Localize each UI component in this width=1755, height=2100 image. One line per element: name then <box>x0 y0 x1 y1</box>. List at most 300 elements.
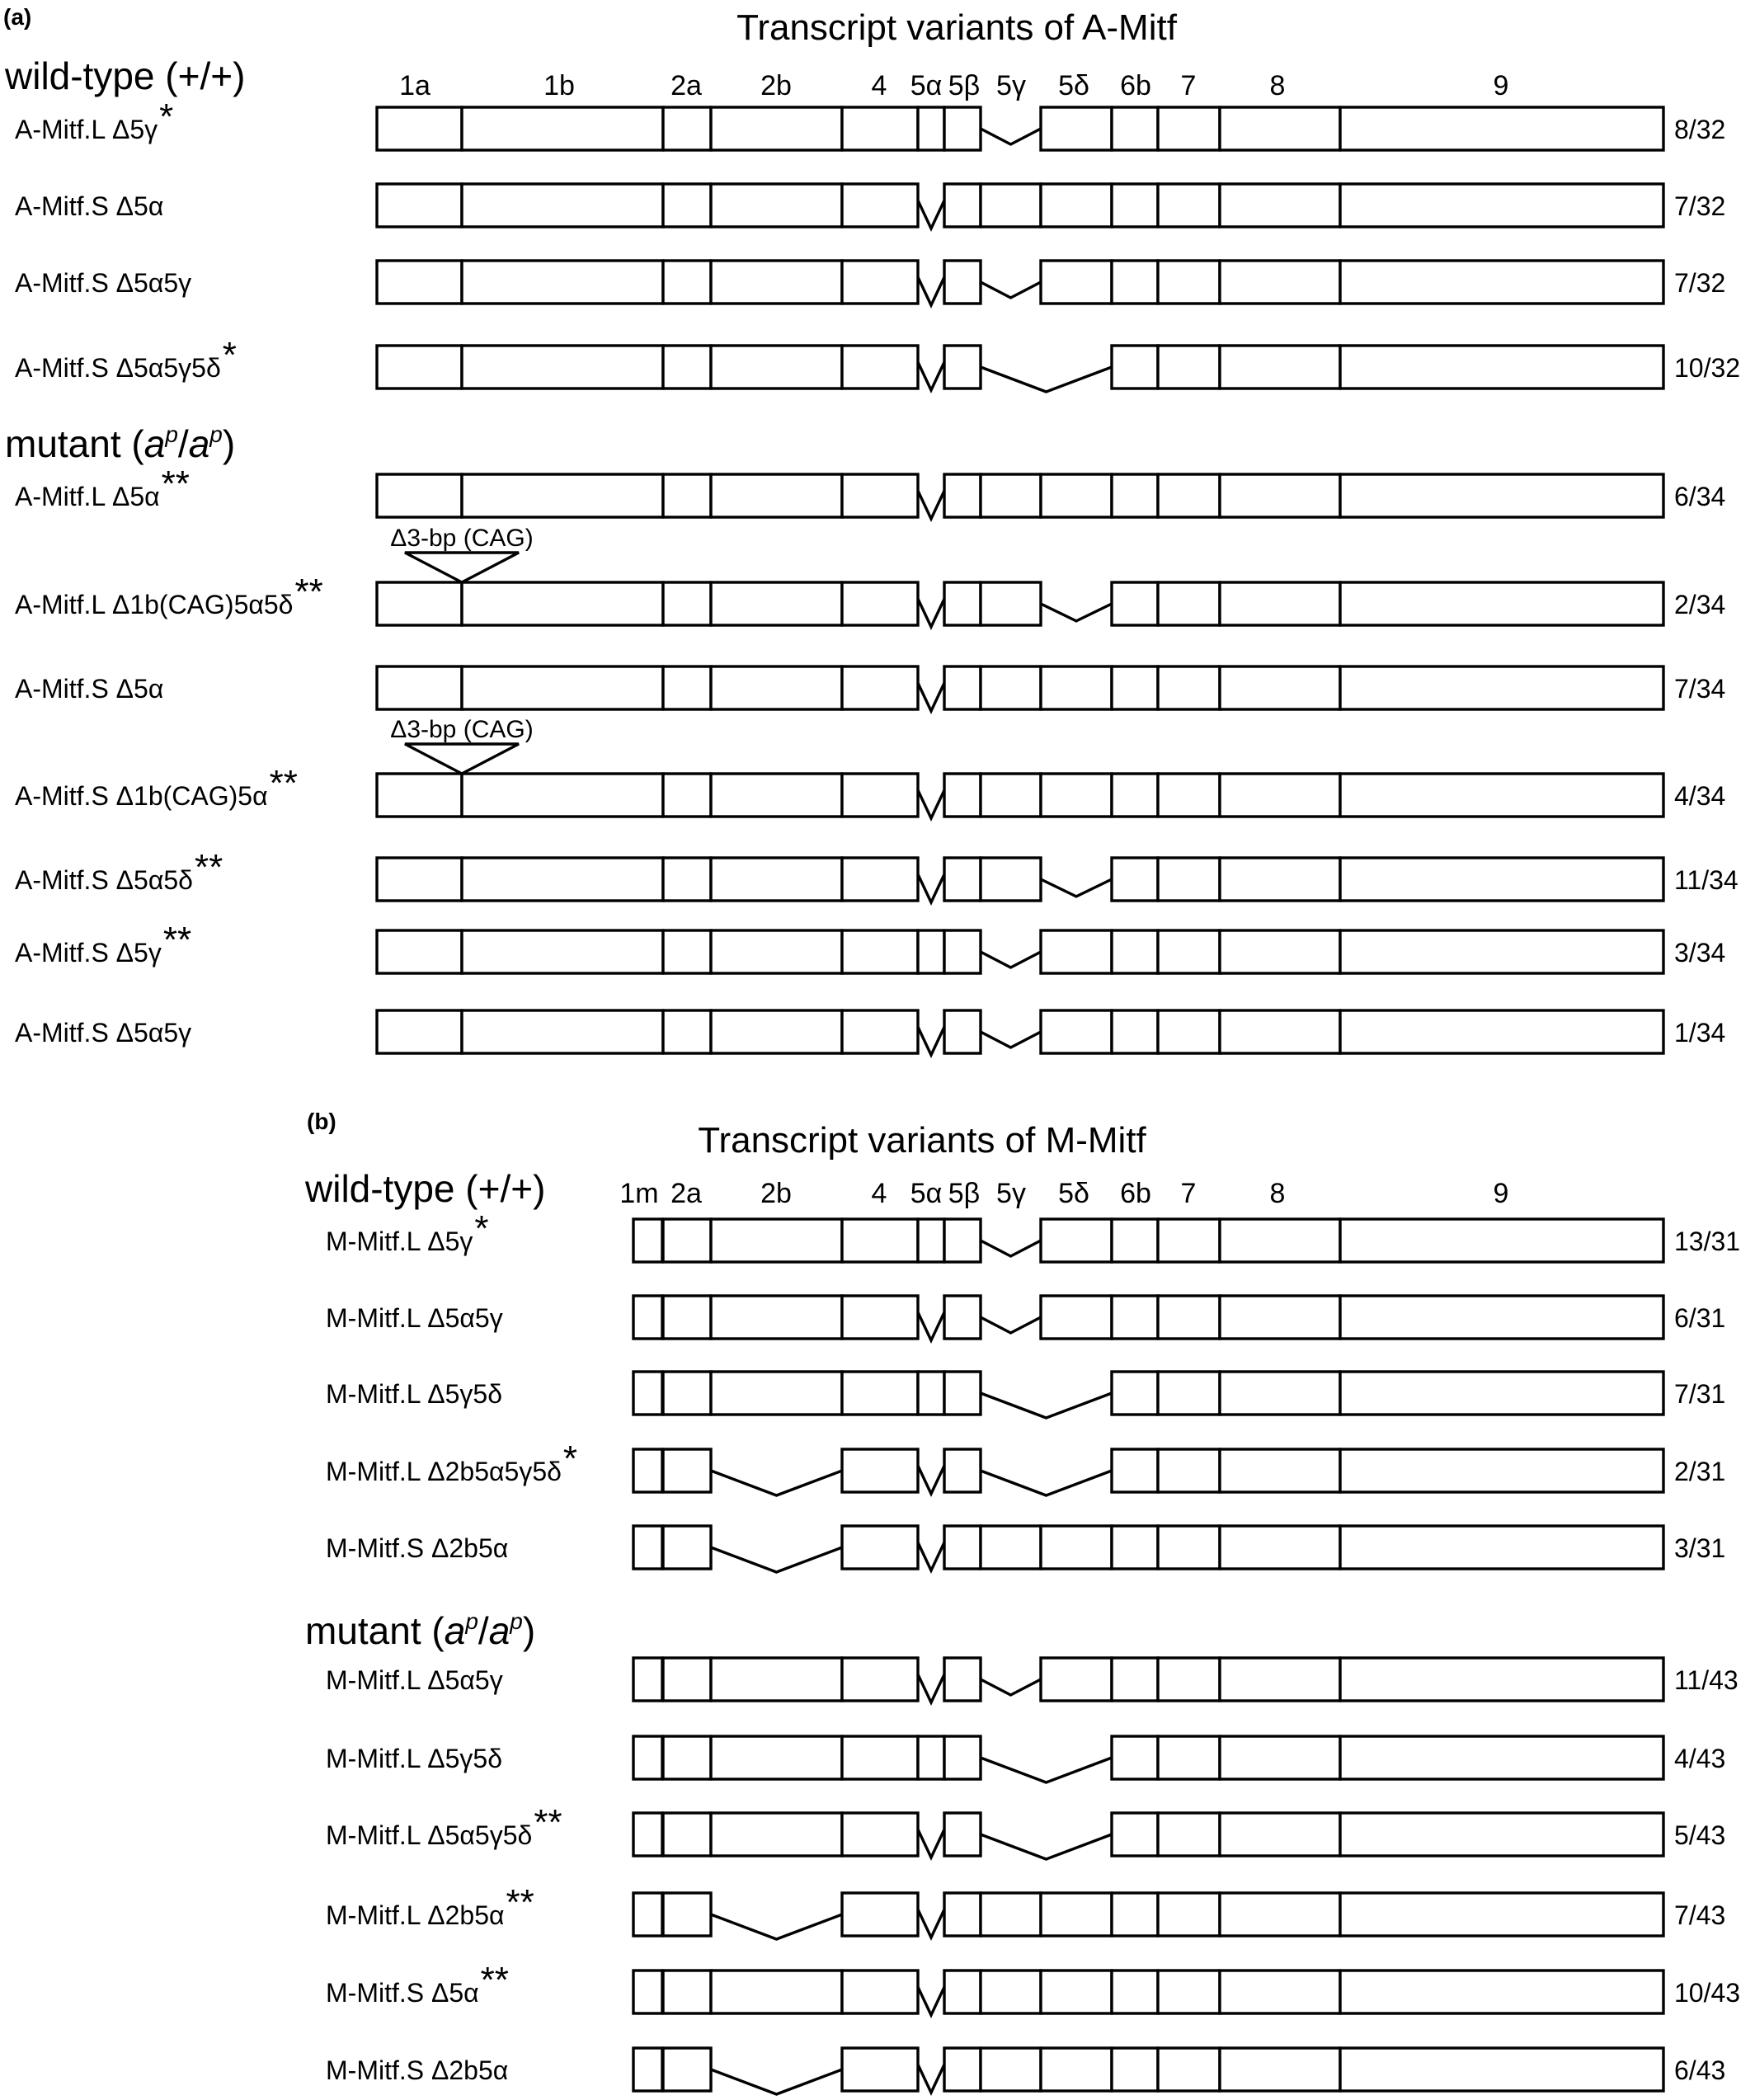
exon-2b <box>711 107 842 150</box>
exon-2a <box>663 666 711 709</box>
transcript-name: A-Mitf.S Δ5α <box>15 674 164 704</box>
exon-1a <box>377 184 462 227</box>
skipped-exon-junction <box>981 1241 1041 1256</box>
exon-8 <box>1220 582 1340 625</box>
skipped-exon-junction <box>918 1542 944 1570</box>
exon-2a <box>663 930 711 973</box>
panel-b <box>304 1109 1740 2094</box>
exon-5δ <box>1041 1971 1112 2013</box>
transcript-name: M-Mitf.L Δ5γ* <box>326 1208 489 1256</box>
exon-1a <box>377 107 462 150</box>
exon-label-2b: 2b <box>760 1178 792 1209</box>
exon-7 <box>1158 346 1220 388</box>
exon-2a <box>663 107 711 150</box>
exon-7 <box>1158 1658 1220 1701</box>
exon-2b <box>711 1736 842 1779</box>
transcript-ratio: 11/34 <box>1674 865 1739 895</box>
exon-1a <box>377 666 462 709</box>
exon-9 <box>1340 1449 1663 1492</box>
group-header: wild-type (+/+) <box>305 1167 546 1210</box>
exon-7 <box>1158 1526 1220 1569</box>
exon-4 <box>842 261 918 304</box>
exon-2a <box>663 858 711 901</box>
exon-4 <box>842 1813 918 1856</box>
exon-8 <box>1220 930 1340 973</box>
exon-5β <box>944 1813 981 1856</box>
exon-8 <box>1220 1526 1340 1569</box>
exon-label-4: 4 <box>871 70 887 101</box>
transcript-ratio: 5/43 <box>1674 1820 1726 1850</box>
exon-9 <box>1340 666 1663 709</box>
exon-label-2b: 2b <box>760 70 792 101</box>
exon-9 <box>1340 1893 1663 1936</box>
exon-7 <box>1158 1813 1220 1856</box>
transcript-row <box>15 920 1725 973</box>
exon-5β <box>944 774 981 817</box>
transcript-ratio: 7/32 <box>1674 191 1726 221</box>
exon-5β <box>944 1219 981 1262</box>
skipped-exon-junction <box>981 367 1112 392</box>
skipped-exon-junction <box>918 2065 944 2093</box>
exon-1m <box>633 1372 662 1415</box>
exon-8 <box>1220 474 1340 517</box>
exon-6b <box>1112 474 1158 517</box>
exon-5δ <box>1041 107 1112 150</box>
transcript-row <box>326 1736 1725 1782</box>
exon-5β <box>944 1658 981 1701</box>
transcript-name: M-Mitf.S Δ5α** <box>326 1960 509 2008</box>
exon-2b <box>711 261 842 304</box>
exon-6b <box>1112 2048 1158 2091</box>
transcript-ratio: 4/43 <box>1674 1744 1726 1773</box>
exon-4 <box>842 930 918 973</box>
group-header: mutant $(a^p/a^p)$ <box>5 421 236 465</box>
skipped-exon-junction <box>981 1758 1112 1782</box>
transcript-ratio: 8/32 <box>1674 115 1726 144</box>
skipped-exon-junction <box>918 277 944 305</box>
exon-1b <box>462 858 663 901</box>
exon-8 <box>1220 1893 1340 1936</box>
exon-2b <box>711 1372 842 1415</box>
exon-5β <box>944 1010 981 1053</box>
exon-label-5β: 5β <box>948 70 981 101</box>
exon-1a <box>377 858 462 901</box>
exon-6b <box>1112 261 1158 304</box>
exon-1a <box>377 474 462 517</box>
exon-1b <box>462 774 663 817</box>
skipped-exon-junction <box>981 1393 1112 1418</box>
exon-1m <box>633 1526 662 1569</box>
transcript-row <box>15 97 1725 150</box>
exon-5γ <box>981 774 1041 817</box>
exon-5β <box>944 1971 981 2013</box>
exon-2a <box>663 1971 711 2013</box>
transcript-row <box>15 335 1740 392</box>
exon-2b <box>711 1296 842 1339</box>
exon-2a <box>663 184 711 227</box>
transcript-name: M-Mitf.L Δ5γ5δ <box>326 1379 503 1409</box>
exon-6b <box>1112 1736 1158 1779</box>
skipped-exon-junction <box>711 1471 842 1495</box>
transcript-ratio: 6/43 <box>1674 2055 1726 2085</box>
transcript-row <box>326 1372 1725 1418</box>
exon-2b <box>711 774 842 817</box>
deletion-marker <box>405 744 519 774</box>
transcript-row <box>326 1296 1725 1340</box>
exon-7 <box>1158 1372 1220 1415</box>
exon-4 <box>842 184 918 227</box>
exon-9 <box>1340 474 1663 517</box>
exon-2b <box>711 666 842 709</box>
exon-5β <box>944 2048 981 2091</box>
exon-1b <box>462 107 663 150</box>
exon-label-1b: 1b <box>543 70 575 101</box>
exon-5β <box>944 582 981 625</box>
transcript-ratio: 7/43 <box>1674 1900 1726 1930</box>
exon-5β <box>944 346 981 388</box>
skipped-exon-junction <box>711 1547 842 1572</box>
skipped-exon-junction <box>918 1829 944 1858</box>
exon-5β <box>944 1893 981 1936</box>
exon-9 <box>1340 582 1663 625</box>
exon-5β <box>944 1736 981 1779</box>
exon-5γ <box>981 858 1041 901</box>
transcript-name: M-Mitf.L Δ5γ5δ <box>326 1744 503 1773</box>
exon-9 <box>1340 107 1663 150</box>
exon-9 <box>1340 1219 1663 1262</box>
skipped-exon-junction <box>981 1471 1112 1495</box>
exon-8 <box>1220 2048 1340 2091</box>
skipped-exon-junction <box>711 2069 842 2094</box>
exon-6b <box>1112 1372 1158 1415</box>
exon-5γ <box>981 474 1041 517</box>
exon-2a <box>663 1893 711 1936</box>
exon-1a <box>377 930 462 973</box>
exon-2a <box>663 1736 711 1779</box>
exon-7 <box>1158 1449 1220 1492</box>
exon-2b <box>711 346 842 388</box>
exon-9 <box>1340 1971 1663 2013</box>
exon-1m <box>633 1449 662 1492</box>
skipped-exon-junction <box>981 129 1041 144</box>
transcript-row <box>326 1438 1725 1495</box>
exon-1m <box>633 1296 662 1339</box>
exon-1a <box>377 774 462 817</box>
transcript-name: A-Mitf.S Δ5α5γ5δ* <box>15 335 237 383</box>
exon-5β <box>944 107 981 150</box>
transcript-row <box>15 716 1725 818</box>
exon-4 <box>842 666 918 709</box>
exon-2b <box>711 930 842 973</box>
exon-5α <box>918 1372 944 1415</box>
exon-8 <box>1220 1296 1340 1339</box>
exon-5γ <box>981 1526 1041 1569</box>
exon-label-5δ: 5δ <box>1058 1178 1089 1209</box>
exon-6b <box>1112 774 1158 817</box>
skipped-exon-junction <box>918 683 944 711</box>
exon-8 <box>1220 1219 1340 1262</box>
exon-1b <box>462 930 663 973</box>
exon-6b <box>1112 1219 1158 1262</box>
exon-7 <box>1158 1893 1220 1936</box>
exon-label-2a: 2a <box>670 70 702 101</box>
exon-6b <box>1112 1893 1158 1936</box>
deletion-marker <box>405 553 519 582</box>
exon-2a <box>663 1296 711 1339</box>
exon-5δ <box>1041 930 1112 973</box>
exon-1b <box>462 474 663 517</box>
exon-1m <box>633 1658 662 1701</box>
exon-2a <box>663 474 711 517</box>
exon-5δ <box>1041 474 1112 517</box>
transcript-row <box>326 1882 1725 1939</box>
exon-1m <box>633 1971 662 2013</box>
exon-label-4: 4 <box>871 1178 887 1209</box>
exon-5δ <box>1041 1219 1112 1262</box>
exon-5β <box>944 474 981 517</box>
exon-5δ <box>1041 1658 1112 1701</box>
skipped-exon-junction <box>711 1914 842 1939</box>
exon-6b <box>1112 1658 1158 1701</box>
exon-9 <box>1340 930 1663 973</box>
transcript-row <box>15 1010 1725 1055</box>
exon-label-7: 7 <box>1180 70 1197 101</box>
exon-2b <box>711 1813 842 1856</box>
transcript-ratio: 6/31 <box>1674 1303 1726 1333</box>
transcript-ratio: 7/34 <box>1674 674 1726 704</box>
exon-label-5γ: 5γ <box>996 1178 1026 1209</box>
skipped-exon-junction <box>918 1674 944 1702</box>
transcript-name: M-Mitf.L Δ2b5α5γ5δ* <box>326 1438 578 1486</box>
exon-7 <box>1158 261 1220 304</box>
exon-6b <box>1112 1449 1158 1492</box>
exon-7 <box>1158 774 1220 817</box>
exon-9 <box>1340 1372 1663 1415</box>
exon-2a <box>663 2048 711 2091</box>
transcript-row <box>15 464 1725 519</box>
exon-5β <box>944 1296 981 1339</box>
exon-2a <box>663 1813 711 1856</box>
exon-2a <box>663 1372 711 1415</box>
exon-2a <box>663 261 711 304</box>
transcript-ratio: 11/43 <box>1674 1665 1739 1695</box>
exon-label-5δ: 5δ <box>1058 70 1089 101</box>
exon-1m <box>633 2048 662 2091</box>
exon-2a <box>663 346 711 388</box>
exon-8 <box>1220 858 1340 901</box>
skipped-exon-junction <box>918 599 944 627</box>
skipped-exon-junction <box>918 1312 944 1340</box>
exon-2a <box>663 1219 711 1262</box>
exon-7 <box>1158 107 1220 150</box>
skipped-exon-junction <box>981 1317 1041 1333</box>
transcript-ratio: 6/34 <box>1674 482 1726 511</box>
transcript-ratio: 3/31 <box>1674 1533 1726 1563</box>
exon-9 <box>1340 2048 1663 2091</box>
exon-5β <box>944 1372 981 1415</box>
exon-5δ <box>1041 1526 1112 1569</box>
skipped-exon-junction <box>981 952 1041 968</box>
exon-8 <box>1220 1449 1340 1492</box>
exon-5β <box>944 666 981 709</box>
exon-2a <box>663 774 711 817</box>
group-header: mutant $(a^p/a^p)$ <box>305 1608 536 1652</box>
transcript-row <box>326 1208 1740 1262</box>
exon-6b <box>1112 930 1158 973</box>
exon-4 <box>842 2048 918 2091</box>
panel-title: Transcript variants of M-Mitf <box>698 1120 1146 1161</box>
exon-9 <box>1340 346 1663 388</box>
exon-2b <box>711 184 842 227</box>
transcript-name: A-Mitf.S Δ5α5δ** <box>15 847 223 895</box>
exon-7 <box>1158 2048 1220 2091</box>
exon-2a <box>663 582 711 625</box>
transcript-row <box>326 1960 1740 2015</box>
exon-5β <box>944 1449 981 1492</box>
exon-5γ <box>981 1893 1041 1936</box>
exon-4 <box>842 858 918 901</box>
exon-5γ <box>981 582 1041 625</box>
transcript-ratio: 2/31 <box>1674 1457 1726 1486</box>
transcript-name: M-Mitf.S Δ2b5α <box>326 1533 509 1563</box>
exon-label-9: 9 <box>1493 1178 1509 1209</box>
exon-9 <box>1340 1526 1663 1569</box>
exon-9 <box>1340 1813 1663 1856</box>
exon-2b <box>711 582 842 625</box>
exon-5β <box>944 261 981 304</box>
exon-4 <box>842 1296 918 1339</box>
exon-1m <box>633 1813 662 1856</box>
exon-4 <box>842 1658 918 1701</box>
transcript-name: A-Mitf.S Δ1b(CAG)5α** <box>15 763 298 811</box>
exon-4 <box>842 474 918 517</box>
exon-7 <box>1158 474 1220 517</box>
transcript-name: M-Mitf.L Δ2b5α** <box>326 1882 534 1930</box>
group-header: wild-type (+/+) <box>5 54 246 97</box>
exon-5δ <box>1041 666 1112 709</box>
exon-9 <box>1340 774 1663 817</box>
exon-5γ <box>981 1971 1041 2013</box>
exon-label-8: 8 <box>1269 70 1286 101</box>
exon-4 <box>842 1219 918 1262</box>
exon-7 <box>1158 1971 1220 2013</box>
exon-5γ <box>981 2048 1041 2091</box>
exon-4 <box>842 582 918 625</box>
exon-8 <box>1220 1010 1340 1053</box>
transcript-name: A-Mitf.L Δ1b(CAG)5α5δ** <box>15 572 323 619</box>
exon-4 <box>842 1971 918 2013</box>
exon-2b <box>711 1658 842 1701</box>
exon-9 <box>1340 1010 1663 1053</box>
exon-1m <box>633 1736 662 1779</box>
exon-7 <box>1158 1010 1220 1053</box>
exon-label-1m: 1m <box>619 1178 659 1209</box>
exon-7 <box>1158 666 1220 709</box>
skipped-exon-junction <box>918 1027 944 1055</box>
exon-5γ <box>981 184 1041 227</box>
exon-1b <box>462 1010 663 1053</box>
transcript-row <box>15 261 1725 305</box>
exon-5δ <box>1041 261 1112 304</box>
deletion-label: Δ3-bp (CAG) <box>390 716 534 743</box>
transcript-name: A-Mitf.L Δ5α** <box>15 464 190 511</box>
transcript-ratio: 10/43 <box>1674 1978 1741 2008</box>
exon-2a <box>663 1010 711 1053</box>
exon-4 <box>842 1449 918 1492</box>
exon-4 <box>842 346 918 388</box>
exon-label-8: 8 <box>1269 1178 1286 1209</box>
exon-9 <box>1340 1296 1663 1339</box>
exon-8 <box>1220 1372 1340 1415</box>
exon-5δ <box>1041 1296 1112 1339</box>
exon-1m <box>633 1219 662 1262</box>
exon-7 <box>1158 858 1220 901</box>
transcript-name: A-Mitf.S Δ5α5γ <box>15 1018 192 1048</box>
exon-4 <box>842 1010 918 1053</box>
exon-5β <box>944 1526 981 1569</box>
exon-6b <box>1112 1813 1158 1856</box>
exon-8 <box>1220 261 1340 304</box>
exon-label-7: 7 <box>1180 1178 1197 1209</box>
exon-6b <box>1112 666 1158 709</box>
exon-4 <box>842 1372 918 1415</box>
transcript-row <box>15 666 1725 711</box>
exon-2b <box>711 1219 842 1262</box>
skipped-exon-junction <box>918 491 944 519</box>
exon-7 <box>1158 582 1220 625</box>
exon-7 <box>1158 1736 1220 1779</box>
transcript-ratio: 1/34 <box>1674 1018 1726 1048</box>
skipped-exon-junction <box>918 200 944 228</box>
skipped-exon-junction <box>918 1466 944 1494</box>
transcript-name: M-Mitf.L Δ5α5γ5δ** <box>326 1802 562 1850</box>
skipped-exon-junction <box>918 1987 944 2015</box>
exon-7 <box>1158 930 1220 973</box>
transcript-name: A-Mitf.S Δ5α <box>15 191 164 221</box>
transcript-ratio: 2/34 <box>1674 590 1726 619</box>
exon-2b <box>711 858 842 901</box>
exon-8 <box>1220 1736 1340 1779</box>
skipped-exon-junction <box>981 1032 1041 1048</box>
exon-6b <box>1112 184 1158 227</box>
transcript-row <box>15 184 1725 228</box>
exon-1b <box>462 582 663 625</box>
exon-9 <box>1340 858 1663 901</box>
exon-6b <box>1112 1971 1158 2013</box>
transcript-row <box>326 1802 1725 1859</box>
panel-label: (b) <box>307 1109 336 1134</box>
transcript-ratio: 10/32 <box>1674 353 1741 383</box>
exon-2a <box>663 1526 711 1569</box>
exon-8 <box>1220 184 1340 227</box>
transcript-name: A-Mitf.S Δ5α5γ <box>15 268 192 298</box>
exon-4 <box>842 1526 918 1569</box>
exon-4 <box>842 107 918 150</box>
transcript-name: A-Mitf.L Δ5γ* <box>15 97 174 144</box>
exon-label-6b: 6b <box>1120 1178 1151 1209</box>
skipped-exon-junction <box>981 1679 1041 1695</box>
exon-label-5γ: 5γ <box>996 70 1026 101</box>
transcript-row <box>15 847 1739 902</box>
exon-label-6b: 6b <box>1120 70 1151 101</box>
exon-4 <box>842 1893 918 1936</box>
exon-5δ <box>1041 774 1112 817</box>
exon-6b <box>1112 1296 1158 1339</box>
transcript-row <box>326 2048 1725 2094</box>
exon-5β <box>944 858 981 901</box>
exon-1a <box>377 1010 462 1053</box>
exon-5δ <box>1041 2048 1112 2091</box>
